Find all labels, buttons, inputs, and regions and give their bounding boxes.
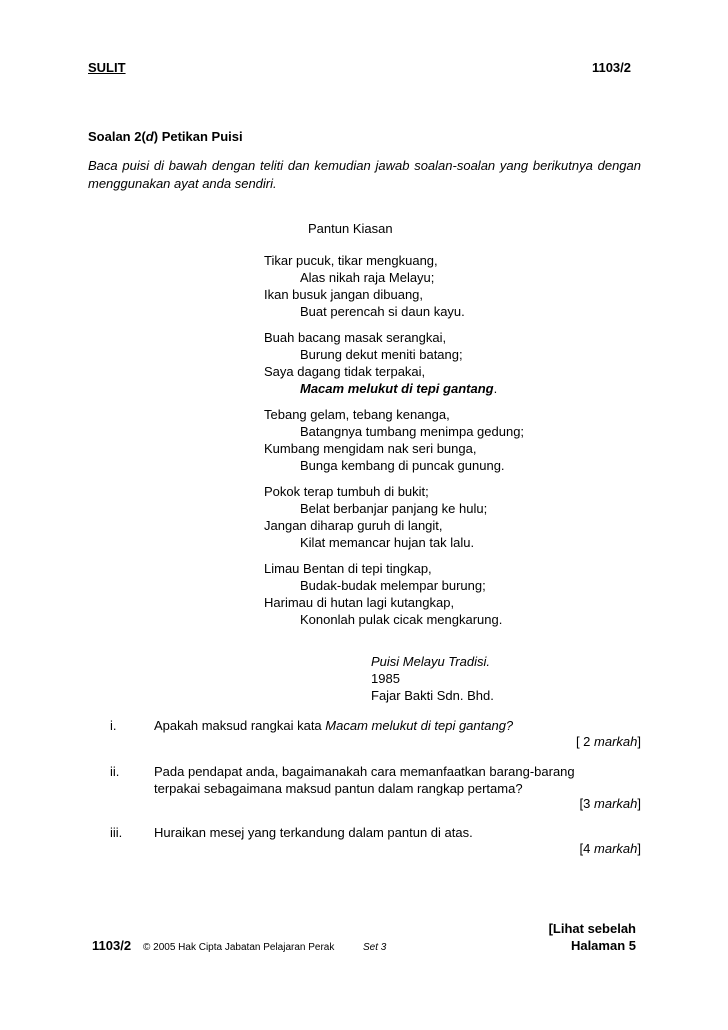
poem-stanza-4 [264,483,487,551]
poem-source-book: Puisi Melayu Tradisi. [371,654,490,669]
marks-word: markah [594,841,638,856]
marks-pre: [4 [579,841,595,856]
question-title [88,128,243,145]
poem-line: Kumbang mengidam nak seri bunga, [264,441,477,456]
footer-copyright: © 2005 Hak Cipta Jabatan Pelajaran Perak [143,942,335,953]
poem-line: Belat berbanjar panjang ke hulu; [300,501,488,516]
poem-stanza-5 [264,560,502,628]
poem-line: Limau Bentan di tepi tingkap, [264,561,432,576]
poem-emphasis-text: Macam melukut di tepi gantang [300,381,494,396]
poem-line: Buah bacang masak serangkai, [264,330,447,345]
marks-label [576,733,641,750]
question-text [154,717,614,734]
footer-page-number: Halaman 5 [570,938,636,953]
poem-line-emphasis [264,380,497,397]
marks-label [580,795,641,812]
question-instruction: Baca puisi di bawah dengan teliti dan kemudian jawab soalan-soalan yang berikutnya dengan menggunakan ayat anda sendiri. [88,158,641,191]
footer-paper-code: 1103/2 [92,938,132,953]
poem-line: Pokok terap tumbuh di bukit; [264,484,429,499]
poem-line: Tikar pucuk, tikar mengkuang, [264,253,438,268]
footer-page-info [549,920,636,954]
poem-line: Budak-budak melempar burung; [300,578,486,593]
poem-line: Harimau di hutan lagi kutangkap, [264,595,455,610]
question-text: Pada pendapat anda, bagaimanakah cara memanfaatkan barang-barang terpakai sebagaimana maksud pantun dalam rangkap pertama? [154,764,575,796]
poem-line: Alas nikah raja Melayu; [300,270,435,285]
marks-pre: [ 2 [575,734,595,749]
poem-line: Buat perencah si daun kayu. [300,304,465,319]
question-title-post: ) Petikan Puisi [153,129,243,144]
poem-line: Jangan diharap guruh di langit, [264,518,443,533]
poem-line: Ikan busuk jangan dibuang, [264,287,424,302]
poem-line: Kilat memancar hujan tak lalu. [300,535,475,550]
question-text: Huraikan mesej yang terkandung dalam pantun di atas. [154,825,473,840]
header-sulit: SULIT [88,60,126,75]
header-paper-code: 1103/2 [591,60,631,75]
marks-pre: [3 [579,796,595,811]
footer-set: Set 3 [363,942,387,953]
question-number: iii. [110,825,123,840]
marks-word: markah [594,734,638,749]
poem-source-year: 1985 [371,671,400,686]
question-title-letter: d [145,129,154,144]
poem-line: Bunga kembang di puncak gunung. [300,458,505,473]
poem-line: Tebang gelam, tebang kenanga, [264,407,450,422]
question-text-pre: Apakah maksud rangkai kata [154,718,326,733]
marks-post: ] [637,796,641,811]
poem-stanza-2 [264,329,497,397]
question-number: ii. [110,764,120,779]
poem-line: Burung dekut meniti batang; [300,347,463,362]
question-number: i. [110,718,117,733]
footer-next-page: [Lihat sebelah [548,921,636,936]
poem-stanza-1 [264,252,465,320]
poem-line: Batangnya tumbang menimpa gedung; [300,424,525,439]
poem-stanza-3 [264,406,524,474]
marks-post: ] [637,841,641,856]
poem-source [371,653,494,704]
poem-title: Pantun Kiasan [308,221,393,236]
question-title-pre: Soalan 2( [88,129,146,144]
marks-label [580,840,641,857]
poem-source-publisher: Fajar Bakti Sdn. Bhd. [371,688,494,703]
poem-source-line-1 [371,653,494,687]
poem-emphasis-end: . [493,381,498,396]
poem-line: Saya dagang tidak terpakai, [264,364,426,379]
poem-line: Kononlah pulak cicak mengkarung. [300,612,503,627]
marks-post: ] [637,734,641,749]
question-text-italic: Macam melukut di tepi gantang? [325,718,514,733]
marks-word: markah [594,796,638,811]
